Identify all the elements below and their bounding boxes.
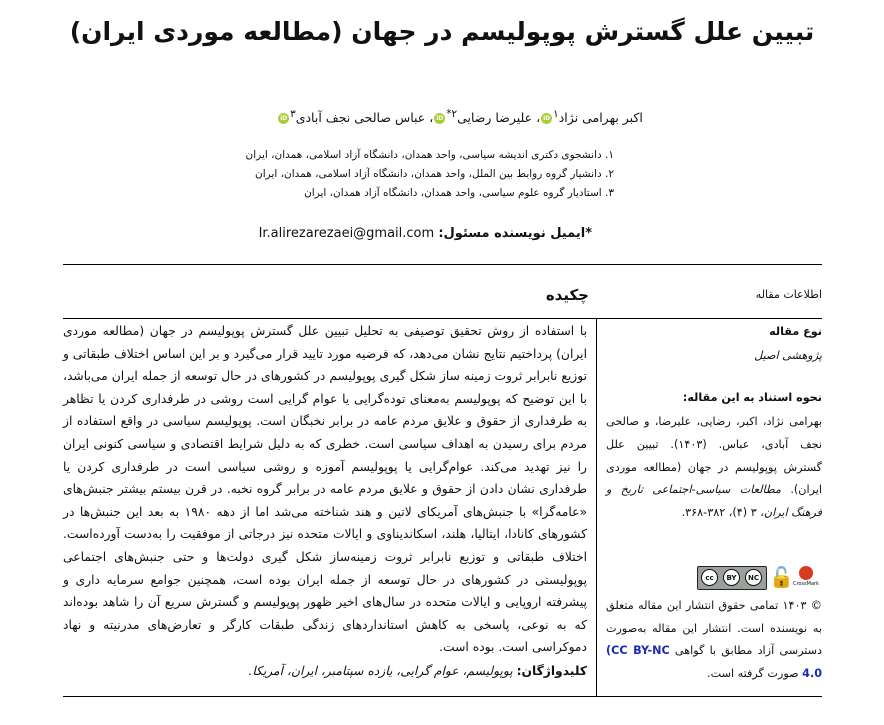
author-1-sup: ۱ xyxy=(553,108,559,120)
top-divider xyxy=(63,264,822,265)
nc-icon: NC xyxy=(745,569,762,586)
article-title: تبیین علل گسترش پوپولیسم در جهان (مطالعه موردی ایران) xyxy=(69,17,815,46)
citation-label: نحوه استناد به این مقاله: xyxy=(682,391,822,404)
citation-text: بهرامی نژاد، اکبر، رضایی، علیرضا، و صالحی نجف آبادی، عباس. (۱۴۰۳). تبیین علل گسترش پوپولیسم در جهان (مطالعه موردی ایران). xyxy=(606,415,823,497)
copyright-tail: صورت گرفته است. xyxy=(707,666,799,680)
copyright-body xyxy=(606,595,822,685)
citation-journal: مطالعات سیاسی-اجتماعی تاریخ و فرهنگ ایران xyxy=(606,483,822,520)
affiliation-2: ۲. دانشیار گروه روابط بین الملل، واحد همدان، دانشگاه آزاد اسلامی، همدان، ایران xyxy=(255,168,614,180)
author-2[interactable]: علیرضا رضایی xyxy=(457,110,533,126)
article-info-heading: اطلاعات مقاله xyxy=(755,288,822,301)
article-type-label: نوع مقاله xyxy=(769,325,822,338)
open-access-icon: 🔓 xyxy=(769,565,794,589)
copyright-block xyxy=(606,595,822,685)
author-separator: ، xyxy=(532,110,541,126)
author-list xyxy=(200,104,720,128)
cc-by-nc-badge[interactable] xyxy=(697,566,767,590)
email-address[interactable]: Ir.alirezarezaei@gmail.com xyxy=(258,226,435,241)
author-1[interactable]: اکبر بهرامی نژاد xyxy=(558,110,643,126)
orcid-icon[interactable]: iD xyxy=(436,115,444,123)
bottom-divider xyxy=(63,696,822,697)
article-type-value: پژوهشی اصیل xyxy=(754,349,822,362)
affiliation-1: ۱. دانشجوی دکتری اندیشه سیاسی، واحد همدان، دانشگاه آزاد اسلامی، همدان، ایران xyxy=(245,149,614,161)
author-3[interactable]: عباس صالحی نجف آبادی xyxy=(295,110,426,126)
author-2-sup: ۲* xyxy=(446,108,458,120)
abstract-body: با استفاده از روش تحقیق توصیفی به تحلیل تبیین علل گسترش پوپولیسم در جهان (مطالعه موردی ایران) پرداختیم نتایج نشان می‌دهد، که فرضیه مورد تایید قرار می‌گیرد و بر این اساس اختلاف طبقاتی و توزیع نابرابر ثروت زمینه ساز شکل گیری پوپولیسم در کشورهای در حال توسعه از جمله ایران می‌باشد، با این توضیح که پوپولیسم به‌معنای توده‌گرایی یا عوام گرایی است روشی در طرفداری کردن یا تظاهر به طرفداری از حقوق و علایق مردم عامه در برابر نخبگان است. پوپولیسم سیاسی در واقع استفاده از مردم برای رسیدن به اهداف سیاسی است. خطری که به دلیل شرایط اقتصادی و سیاسی کنونی ایران را نیز تهدید می‌کند. عوام‌گرایی یا پوپولیسم آموزه و روشی سیاسی است در طرفداری کردن یا طرفداری نشان دادن از حقوق و علایق مردم عامه در برابر گروه نخبه. در قرن بیستم بیشتر جنبش‌های «عامه‌گرا» با جنبش‌های آمریکای لاتین و هند شناخته می‌شد اما از دهه ۱۹۸۰ به بعد این جنبش‌ها در کشورهای کانادا، ایتالیا، هلند، اسکاندیناوی و ایالات متحده نیز درجاتی از موفقیت را به‌دست آورده‌است. اختلاف طبقاتی و توزیع نابرابر ثروت زمینه‌ساز شکل گیری دولت‌ها و حتی جنبش‌های اجتماعی پوپولیستی در کشورهای در حال توسعه از جمله ایران بوده است، همچنین جوامع سرمایه داری و پیشرفته اروپایی و ایالات متحده در سال‌های اخیر ظهور پوپولیسم و گسترش سریع آن را شاهد بوده‌اند که به نوعی، پاسخی به کاهش استانداردهای زندگی طبقات کارگر و تعارض‌های مدرنیته و نهاد دموکراسی است. بوده است. xyxy=(63,324,587,655)
email-label: *ایمیل نویسنده مسئول: xyxy=(438,226,592,241)
affiliation-3: ۳. استادیار گروه علوم سیاسی، واحد همدان، دانشگاه آزاد همدان، ایران xyxy=(304,187,614,199)
orcid-icon[interactable]: iD xyxy=(280,115,288,123)
by-icon: BY xyxy=(723,569,740,586)
license-link[interactable]: (CC BY-NC 4.0 xyxy=(606,644,822,680)
crossmark-label: CrossMark xyxy=(792,581,820,587)
keywords-value: پوپولیسم، عوام گرایی، یازده سپتامبر، ایران، آمریکا. xyxy=(248,664,513,678)
crossmark-dot xyxy=(799,566,813,580)
citation-block xyxy=(606,389,822,525)
citation-body xyxy=(606,411,822,525)
column-divider xyxy=(596,319,597,696)
author-3-sup: ۳ xyxy=(290,108,296,120)
citation-tail: ، ۳ (۴)، ۳۸۲-۳۶۸. xyxy=(681,506,764,520)
orcid-icon[interactable]: iD xyxy=(543,115,551,123)
corresponding-email xyxy=(259,224,592,244)
author-separator: ، xyxy=(425,110,434,126)
header-divider xyxy=(63,318,822,319)
crossmark-icon[interactable] xyxy=(791,566,821,590)
keywords xyxy=(63,660,587,682)
article-type xyxy=(606,323,822,365)
copyright-text: © ۱۴۰۳ تمامی حقوق انتشار این مقاله متعلق به نویسنده است. انتشار این مقاله به‌صورت دسترسی آزاد مطابق با گواهی xyxy=(606,599,823,658)
abstract-heading: چکیده xyxy=(545,286,589,304)
license-logos xyxy=(697,566,822,590)
keywords-label: کلیدواژگان: xyxy=(516,664,587,678)
cc-icon: cc xyxy=(701,569,718,586)
